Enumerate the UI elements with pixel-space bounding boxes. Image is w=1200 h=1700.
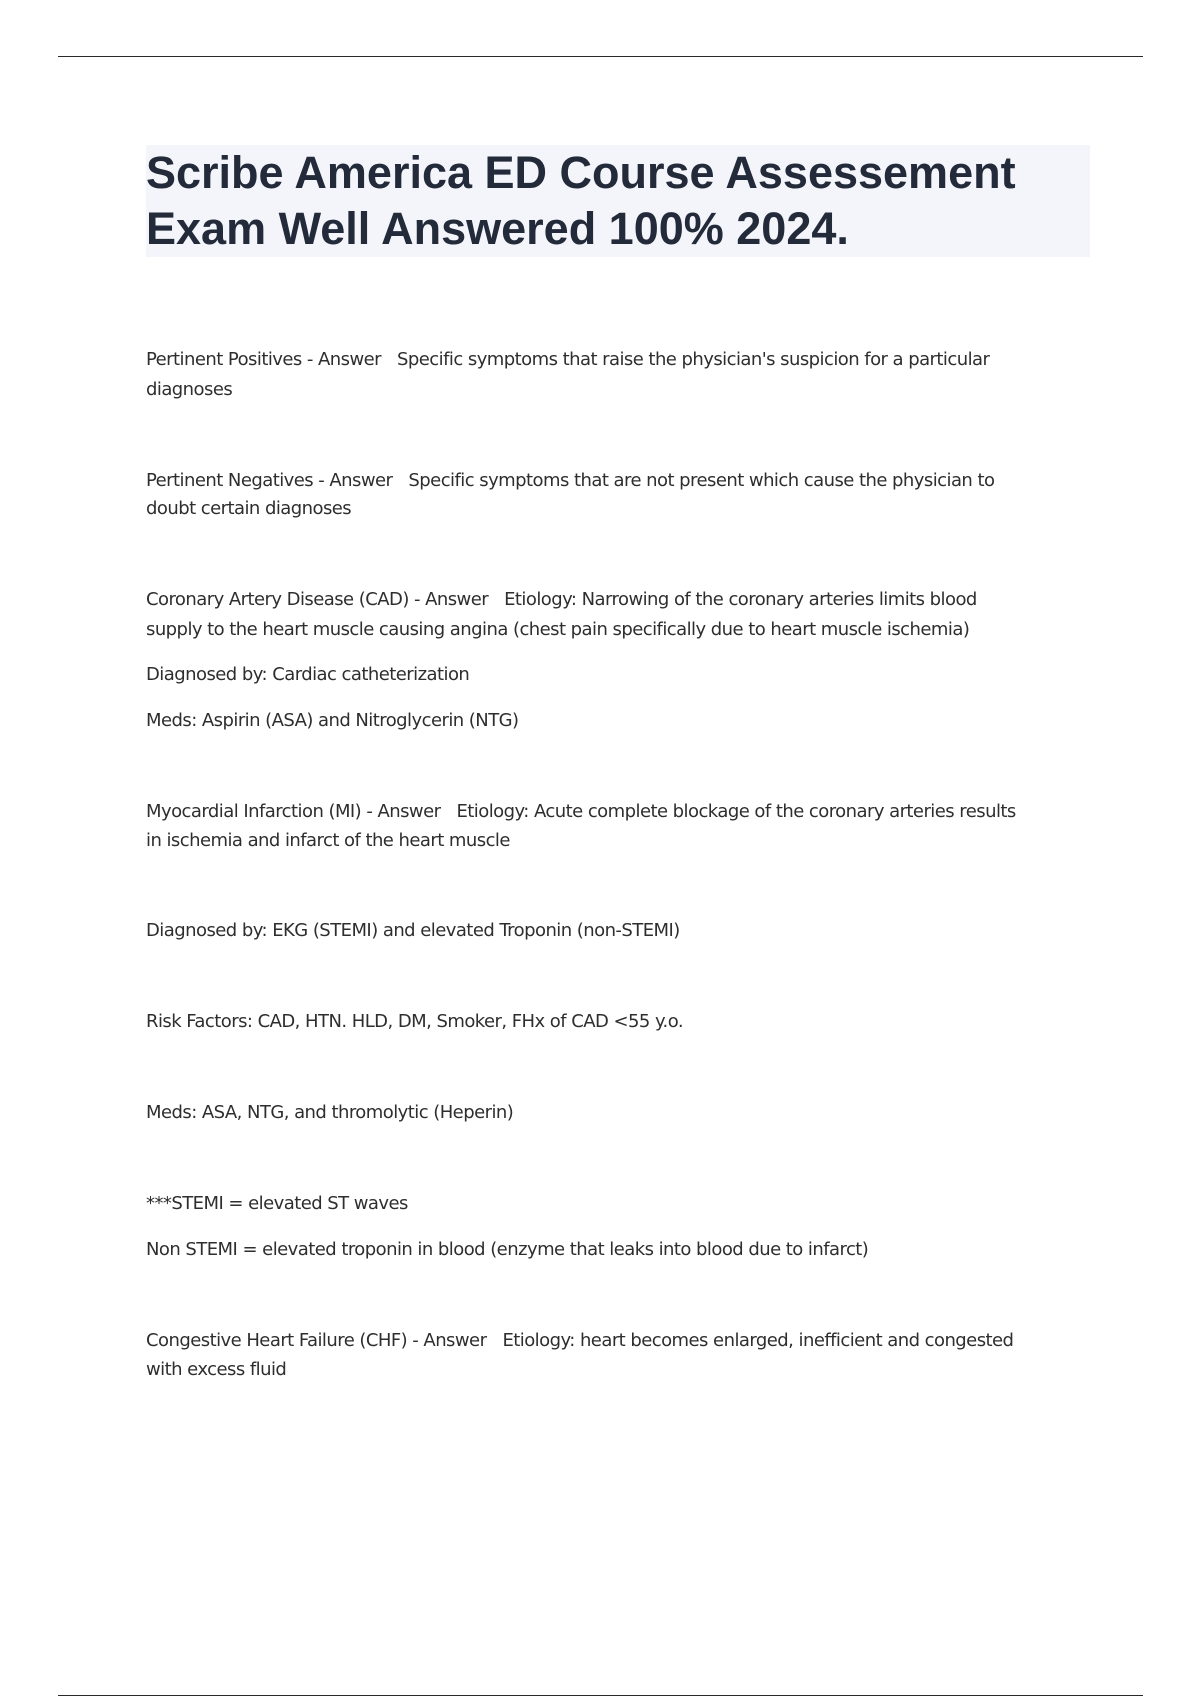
entry-answer: Specific symptoms that are not present which cause the physician to [408,470,995,491]
entry-term: Myocardial Infarction (MI) - Answer [146,801,441,822]
entry-pertinent-negatives [146,469,994,493]
entry-detail-line: ***STEMI = elevated ST waves [146,1193,408,1214]
entry-answer-continuation: diagnoses [146,379,233,400]
entry-term: Pertinent Positives - Answer [146,349,382,370]
entry-answer-continuation: doubt certain diagnoses [146,498,352,519]
top-rule [58,56,1143,57]
entry-detail-line: Diagnosed by: EKG (STEMI) and elevated Troponin (non-STEMI) [146,920,680,941]
entry-term: Coronary Artery Disease (CAD) - Answer [146,589,489,610]
entry-answer-continuation: supply to the heart muscle causing angina (chest pain specifically due to heart muscle ischemia) [146,619,970,640]
title-line-1: Scribe America ED Course Assessement [146,147,1016,198]
document-title [146,145,1090,257]
entry-detail-line: Meds: Aspirin (ASA) and Nitroglycerin (NTG) [146,710,519,731]
entry-answer-continuation: with excess fluid [146,1359,287,1380]
entry-detail-line: Non STEMI = elevated troponin in blood (enzyme that leaks into blood due to infarct) [146,1239,869,1260]
entry-pertinent-positives [146,348,989,372]
entry-answer: Etiology: Acute complete blockage of the coronary arteries results [456,801,1016,822]
entry-myocardial-infarction [146,800,1016,824]
entry-coronary-artery-disease [146,588,977,612]
entry-detail-line: Risk Factors: CAD, HTN. HLD, DM, Smoker, FHx of CAD <55 y.o. [146,1011,684,1032]
entry-term: Pertinent Negatives - Answer [146,470,393,491]
entry-answer-continuation: in ischemia and infarct of the heart muscle [146,830,510,851]
entry-detail-line: Diagnosed by: Cardiac catheterization [146,664,470,685]
entry-answer: Etiology: Narrowing of the coronary arteries limits blood [504,589,977,610]
bottom-rule [58,1695,1143,1696]
entry-answer: Specific symptoms that raise the physician's suspicion for a particular [397,349,990,370]
title-line-2: Exam Well Answered 100% 2024. [146,203,849,254]
entry-term: Congestive Heart Failure (CHF) - Answer [146,1330,487,1351]
entry-detail-line: Meds: ASA, NTG, and thromolytic (Heperin) [146,1102,514,1123]
entry-answer: Etiology: heart becomes enlarged, inefficient and congested [502,1330,1014,1351]
entry-congestive-heart-failure [146,1329,1013,1353]
